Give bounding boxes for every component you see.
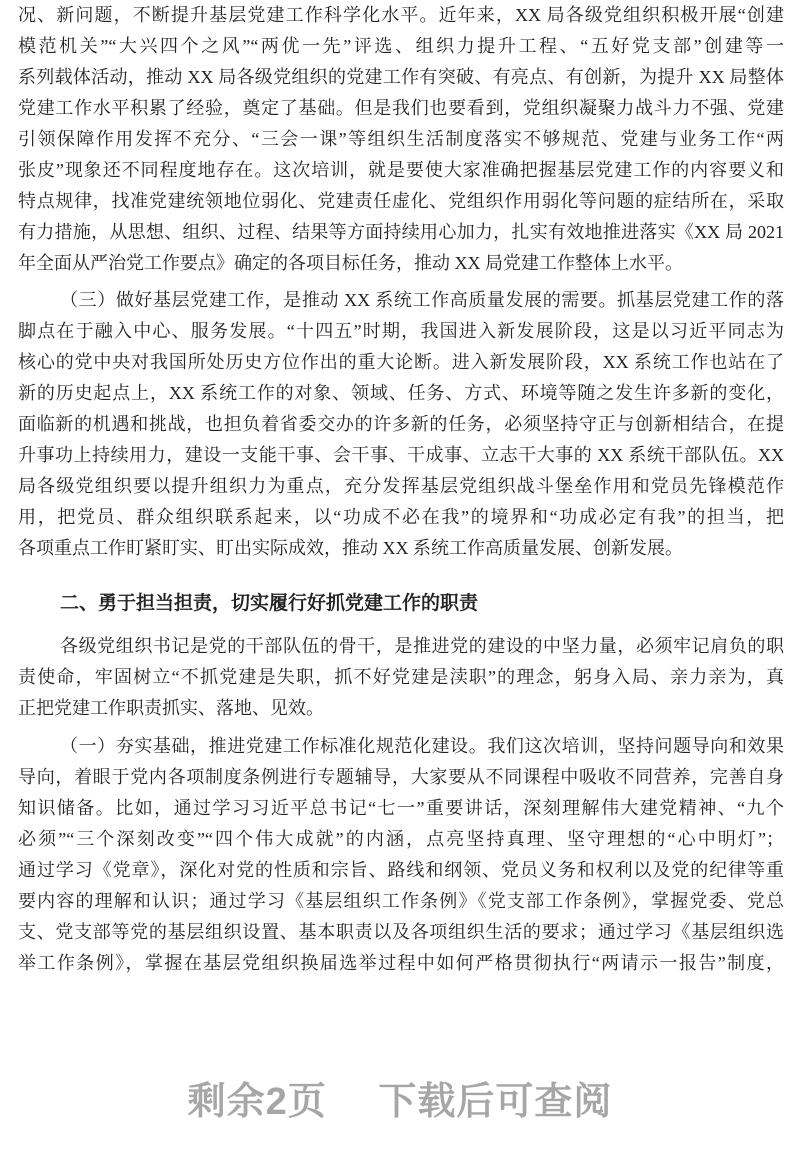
- remaining-pages-label: 剩余2页: [187, 1081, 327, 1123]
- text-line: 各级党组织书记是党的干部队伍的骨干，是推进党的建设的中坚力量，必须牢记肩负的职: [60, 636, 784, 656]
- text-line: 支、党支部等党的基层组织设置、基本职责以及各项组织生活的要求；通过学习《基层组织选: [18, 922, 784, 942]
- text-line: 核心的党中央对我国所处历史方位作出的重大论断。进入新发展阶段，XX 系统工作也站在了: [18, 352, 784, 372]
- section-heading: 二、勇于担当担责，切实履行好抓党建工作的职责: [60, 593, 479, 614]
- download-prompt[interactable]: [0, 1070, 800, 1125]
- paragraph-3: [18, 631, 784, 724]
- text-line: 导向，着眼于党内各项制度条例进行专题辅导，大家要从不同课程中吸收不同营养，完善自身: [18, 767, 784, 787]
- text-line: 党建工作水平积累了经验，奠定了基础。但是我们也要看到，党组织凝聚力战斗力不强、党建: [18, 98, 784, 118]
- text-line: 正把党建工作职责抓实、落地、见效。: [18, 698, 324, 718]
- text-line: 知识储备。比如，通过学习习近平总书记“七一”重要讲话，深刻理解伟大建党精神、“九个: [18, 798, 784, 818]
- text-line: 特点规律，找准党建统领地位弱化、党建责任虚化、党组织作用弱化等问题的症结所在，采取: [18, 191, 784, 211]
- text-line: 升事功上持续用力，建设一支能干事、会干事、干成事、立志干大事的 XX 系统干部队伍。XX: [18, 445, 784, 465]
- paragraph-1: [18, 0, 784, 279]
- paragraph-4: [18, 731, 784, 979]
- text-line: 通过学习《党章》，深化对党的性质和宗旨、路线和纲领、党员义务和权利以及党的纪律等重: [18, 860, 784, 880]
- text-line: 用，把党员、群众组织联系起来，以“功成不必在我”的境界和“功成必定有我”的担当，把: [18, 507, 784, 527]
- text-line: 举工作条例》，掌握在基层党组织换届选举过程中如何严格贯彻执行“两请示一报告”制度，: [18, 953, 784, 973]
- text-line: 新的历史起点上，XX 系统工作的对象、领域、任务、方式、环境等随之发生许多新的变化，: [18, 383, 784, 403]
- text-line: 年全面从严治党工作要点》确定的各项目标任务，推动 XX 局党建工作整体上水平。: [18, 253, 683, 273]
- download-to-view-label: 下载后可查阅: [378, 1081, 613, 1123]
- paragraph-2: [18, 285, 784, 564]
- text-line: 张皮”现象还不同程度地存在。这次培训，就是要使大家准确把握基层党建工作的内容要义和: [18, 160, 784, 180]
- text-line: 责使命，牢固树立“不抓党建是失职，抓不好党建是渎职”的理念，躬身入局、亲力亲为，真: [18, 667, 784, 687]
- text-line: 要内容的理解和认识；通过学习《基层组织工作条例》《党支部工作条例》，掌握党委、党总: [18, 891, 784, 911]
- text-line: （一）夯实基础，推进党建工作标准化规范化建设。我们这次培训，坚持问题导向和效果: [60, 736, 784, 756]
- text-line: 面临新的机遇和挑战，也担负着省委交办的许多新的任务，必须坚持守正与创新相结合，在提: [18, 414, 784, 434]
- text-line: 局各级党组织要以提升组织力为重点，充分发挥基层党组织战斗堡垒作用和党员先锋模范作: [18, 476, 784, 496]
- text-line: 必须”“三个深刻改变”“四个伟大成就”的内涵，点亮坚持真理、坚守理想的“心中明灯”；: [18, 829, 784, 849]
- text-line: 况、新问题，不断提升基层党建工作科学化水平。近年来，XX 局各级党组织积极开展“创建: [18, 5, 784, 25]
- text-line: 模范机关”“大兴四个之风”“两优一先”评选、组织力提升工程、“五好党支部”创建等一: [18, 36, 784, 56]
- text-line: 有力措施，从思想、组织、过程、结果等方面持续用心加力，扎实有效地推进落实《XX 局 2021: [18, 222, 784, 242]
- text-line: （三）做好基层党建工作，是推动 XX 系统工作高质量发展的需要。抓基层党建工作的落: [60, 290, 784, 310]
- text-line: 引领保障作用发挥不充分、“三会一课”等组织生活制度落实不够规范、党建与业务工作“两: [18, 129, 784, 149]
- text-line: 各项重点工作盯紧盯实、盯出实际成效，推动 XX 系统工作高质量发展、创新发展。: [18, 538, 683, 558]
- text-line: 脚点在于融入中心、服务发展。“十四五”时期，我国进入新发展阶段，这是以习近平同志为: [18, 321, 784, 341]
- text-line: 系列载体活动，推动 XX 局各级党组织的党建工作有突破、有亮点、有创新，为提升 XX 局整体: [18, 67, 784, 87]
